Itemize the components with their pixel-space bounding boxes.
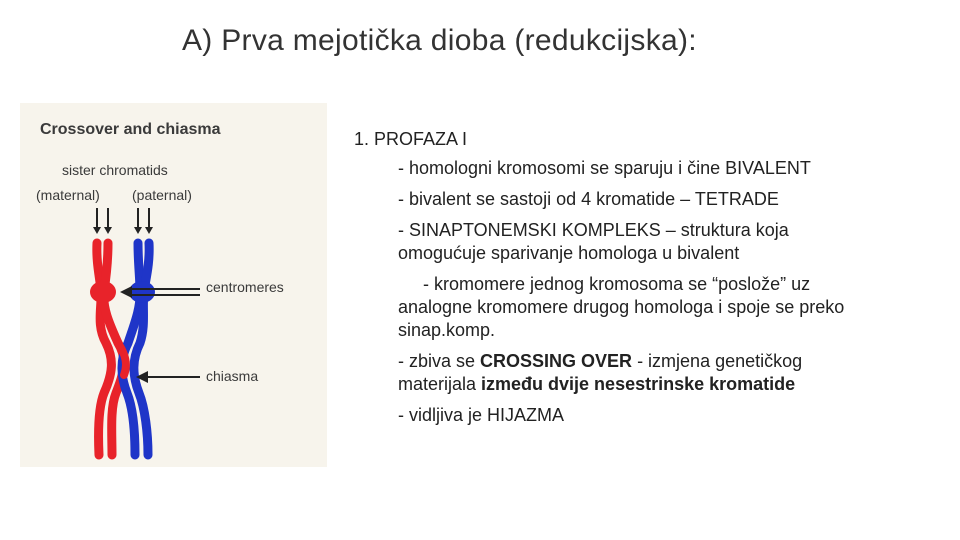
bullet-crossing-over [398, 350, 868, 396]
crossing-over-prefix: - zbiva se [398, 351, 481, 371]
section-heading: 1. PROFAZA I [354, 129, 468, 149]
label-centromeres: centromeres [206, 279, 284, 295]
paternal-centromere [129, 281, 155, 303]
bullet-sinaptonemski: - SINAPTONEMSKI KOMPLEKS – struktura koja omogućuje sparivanje homologa u bivalent [398, 220, 789, 263]
crossover-figure [20, 103, 327, 467]
label-paternal: (paternal) [132, 187, 192, 203]
figure-title: Crossover and chiasma [40, 121, 221, 138]
label-maternal: (maternal) [36, 187, 100, 203]
nonsister-chromatids-term: između dvije nesestrinske kromatide [481, 374, 796, 394]
bullet-tetrade: - bivalent se sastoji od 4 kromatide – TETRADE [398, 189, 779, 209]
bullet-hijazma: - vidljiva je HIJAZMA [398, 405, 565, 425]
crossover-diagram [20, 103, 327, 467]
crossing-over-middle: - izmjena genetičkog materijala [398, 351, 803, 394]
content-text [354, 128, 914, 435]
slide-title: A) Prva mejotička dioba (redukcijska): [182, 24, 697, 57]
label-sister-chromatids: sister chromatids [62, 162, 168, 178]
label-chiasma: chiasma [206, 368, 259, 384]
bullet-bivalent: - homologni kromosomi se sparuju i čine BIVALENT [398, 158, 811, 178]
bullet-kromomere: - kromomere jednog kromosoma se “posložе” uz analogne kromomere drugog homologa i spoje se preko sinap.komp. [398, 274, 845, 340]
maternal-centromere [90, 281, 116, 303]
crossing-over-term: CROSSING OVER [480, 351, 633, 371]
